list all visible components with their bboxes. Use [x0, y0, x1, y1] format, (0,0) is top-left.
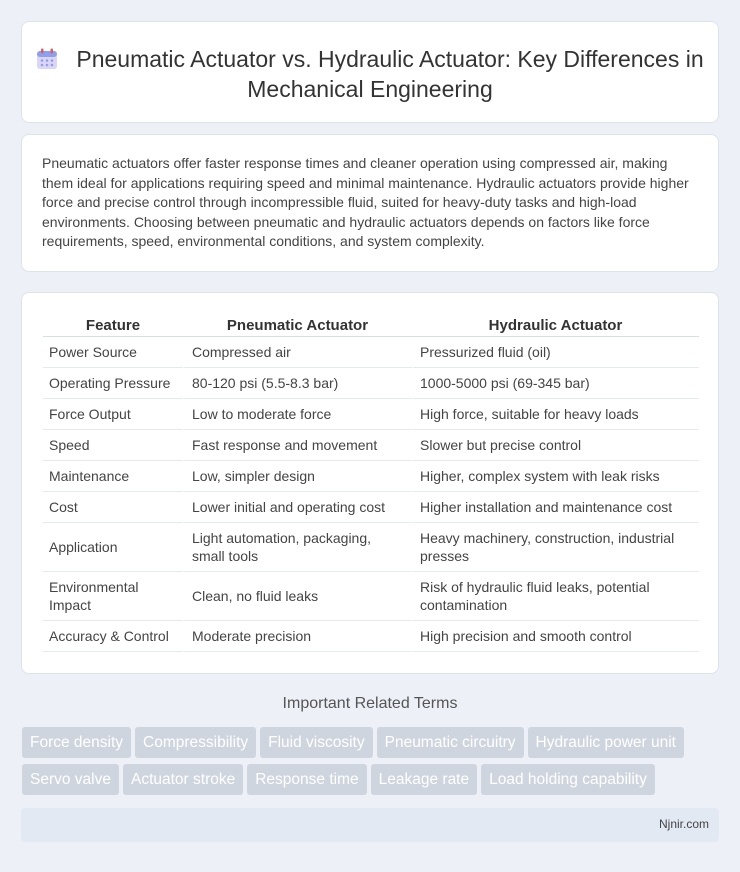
- page-title-block: [22, 44, 718, 104]
- cell-feature: Maintenance: [43, 461, 183, 492]
- intro-paragraph: Pneumatic actuators offer faster response times and cleaner operation using compressed air, making them ideal for applications requiring speed and minimal maintenance. Hydraulic actuators provide higher force and precise control through incompressible fluid, suited for heavy-duty tasks and high-load environments. Choosing between pneumatic and hydraulic actuators depends on factors like force requirements, speed, environmental conditions, and system complexity.: [42, 155, 689, 250]
- related-terms-heading: Important Related Terms: [282, 695, 458, 712]
- intro-card: [21, 134, 719, 272]
- cell-pneumatic: Low to moderate force: [183, 399, 412, 430]
- term-tag[interactable]: Response time: [247, 764, 366, 795]
- table-row: [43, 572, 699, 621]
- title-card: [21, 21, 719, 123]
- comparison-table: [43, 315, 699, 652]
- table-header-row: [43, 315, 699, 337]
- table-row: [43, 337, 699, 368]
- header-feature: Feature: [43, 315, 183, 337]
- term-tag[interactable]: Fluid viscosity: [260, 727, 372, 758]
- cell-pneumatic: Fast response and movement: [183, 430, 412, 461]
- comparison-card: [21, 292, 719, 674]
- term-tag[interactable]: Servo valve: [22, 764, 119, 795]
- cell-feature: Operating Pressure: [43, 368, 183, 399]
- cell-feature: Power Source: [43, 337, 183, 368]
- cell-pneumatic: Low, simpler design: [183, 461, 412, 492]
- cell-feature: Cost: [43, 492, 183, 523]
- cell-pneumatic: Clean, no fluid leaks: [183, 572, 412, 621]
- cell-hydraulic: Heavy machinery, construction, industrial presses: [412, 523, 699, 572]
- header-pneumatic: Pneumatic Actuator: [183, 315, 412, 337]
- related-terms-list: [22, 727, 722, 801]
- cell-hydraulic: High force, suitable for heavy loads: [412, 399, 699, 430]
- table-row: [43, 621, 699, 652]
- term-tag[interactable]: Leakage rate: [371, 764, 478, 795]
- cell-hydraulic: Pressurized fluid (oil): [412, 337, 699, 368]
- cell-feature: Force Output: [43, 399, 183, 430]
- table-row: [43, 461, 699, 492]
- cell-feature: Application: [43, 523, 183, 572]
- page-title: Pneumatic Actuator vs. Hydraulic Actuator: Key Differences in Mechanical Engineering: [76, 46, 704, 102]
- calendar-icon: [36, 47, 58, 69]
- cell-hydraulic: 1000-5000 psi (69-345 bar): [412, 368, 699, 399]
- footer-site-link[interactable]: Njnir.com: [658, 817, 709, 831]
- cell-feature: Accuracy & Control: [43, 621, 183, 652]
- cell-pneumatic: Compressed air: [183, 337, 412, 368]
- cell-feature: Speed: [43, 430, 183, 461]
- cell-hydraulic: Slower but precise control: [412, 430, 699, 461]
- cell-hydraulic: High precision and smooth control: [412, 621, 699, 652]
- table-row: [43, 399, 699, 430]
- term-tag[interactable]: Actuator stroke: [123, 764, 243, 795]
- term-tag[interactable]: Load holding capability: [481, 764, 655, 795]
- cell-feature: Environmental Impact: [43, 572, 183, 621]
- cell-pneumatic: Moderate precision: [183, 621, 412, 652]
- footer-bar: [21, 808, 719, 842]
- cell-hydraulic: Higher installation and maintenance cost: [412, 492, 699, 523]
- cell-pneumatic: Lower initial and operating cost: [183, 492, 412, 523]
- header-hydraulic: Hydraulic Actuator: [412, 315, 699, 337]
- table-row: [43, 430, 699, 461]
- table-row: [43, 523, 699, 572]
- cell-hydraulic: Higher, complex system with leak risks: [412, 461, 699, 492]
- term-tag[interactable]: Hydraulic power unit: [528, 727, 684, 758]
- term-tag[interactable]: Force density: [22, 727, 131, 758]
- cell-pneumatic: Light automation, packaging, small tools: [183, 523, 412, 572]
- cell-hydraulic: Risk of hydraulic fluid leaks, potential contamination: [412, 572, 699, 621]
- table-row: [43, 368, 699, 399]
- cell-pneumatic: 80-120 psi (5.5-8.3 bar): [183, 368, 412, 399]
- term-tag[interactable]: Pneumatic circuitry: [377, 727, 524, 758]
- table-row: [43, 492, 699, 523]
- term-tag[interactable]: Compressibility: [135, 727, 256, 758]
